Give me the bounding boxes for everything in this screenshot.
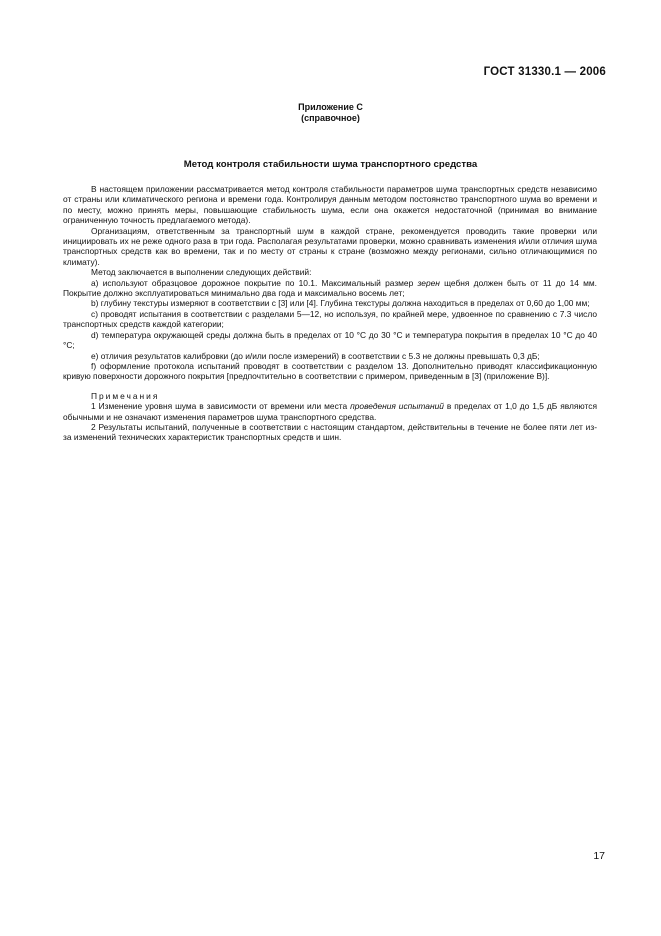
annex-label: Приложение С [298, 102, 363, 112]
document-body [63, 184, 597, 443]
standard-number: ГОСТ 31330.1 — 2006 [483, 66, 606, 78]
paragraph: В настоящем приложении рассматривается метод контроля стабильности параметров шума транспортных средств независимо от страны или климатического региона и времени года. Контролируя данным методом постоянство транспортного шума во времени и по месту, можно принять меры, повышающие стабильность шума, если она окажется недостаточной (принимая во внимание ограниченную точность предлагаемого метода). [63, 184, 597, 226]
list-item-f: f) оформление протокола испытаний проводят в соответствии с разделом 13. Дополнительно приводят классификационную кривую поверхности дорожного покрытия [предпочтительно в соответствии с примером, приведенным в [3] (приложение В)]. [63, 360, 597, 382]
italic-term: проведения испытаний [350, 401, 444, 412]
list-item-e: e) отличия результатов калибровки (до и/или после измерений) в соответствии с 5.3 не должны превышать 0,3 дБ; [91, 350, 540, 361]
list-item-c: c) проводят испытания в соответствии с разделами 5—12, но используя, по крайней мере, удвоенное по сравнению с 7.3 число транспортных средств каждой категории; [63, 308, 597, 330]
paragraph: Организациям, ответственным за транспортный шум в каждой стране, рекомендуется проводить такие проверки или инициировать их не реже одного раза в три года. Располагая результатами проверки, можно сравнивать изменения и/или отличия шума транспортных средств как во времени, так и по месту от страны к стране (возможно между регионами, сильно отличающимися по климату). [63, 225, 597, 267]
note-2: 2 Результаты испытаний, полученные в соответствии с настоящим стандартом, действительны в течение не более пяти лет из-за изменений технических характеристик транспортных средств и шин. [63, 421, 597, 443]
list-item-d: d) температура окружающей среды должна быть в пределах от 10 °С до 30 °С и температура покрытия в пределах 10 °С до 40 °С; [63, 329, 597, 351]
list-item-a [63, 278, 597, 299]
list-item-b: b) глубину текстуры измеряют в соответствии с [3] или [4]. Глубина текстуры должна находиться в пределах от 0,60 до 1,00 мм; [91, 298, 590, 309]
text-run: в пределах от 1,0 до 1,5 дБ являются обычными и не означают изменения параметров шума транспортного средства. [63, 401, 597, 422]
text-run: щебня должен быть от 11 до 14 мм. Покрытие должно эксплуатироваться минимально два года и максимально восемь лет; [63, 277, 597, 299]
section-title: Метод контроля стабильности шума транспортного средства [183, 159, 478, 170]
paragraph: Метод заключается в выполнении следующих действий: [91, 267, 312, 278]
annex-type: (справочное) [301, 113, 360, 123]
annex-heading [0, 102, 661, 124]
notes-block [63, 391, 597, 443]
italic-term: зерен [417, 277, 440, 288]
text-run: a) используют образцовое дорожное покрытие по 10.1. Максимальный размер [91, 277, 418, 288]
note-1 [63, 401, 597, 422]
notes-heading: Примечания [91, 390, 160, 401]
text-run: 1 Изменение уровня шума в зависимости от времени или места [91, 401, 351, 412]
page-number: 17 [593, 850, 605, 862]
